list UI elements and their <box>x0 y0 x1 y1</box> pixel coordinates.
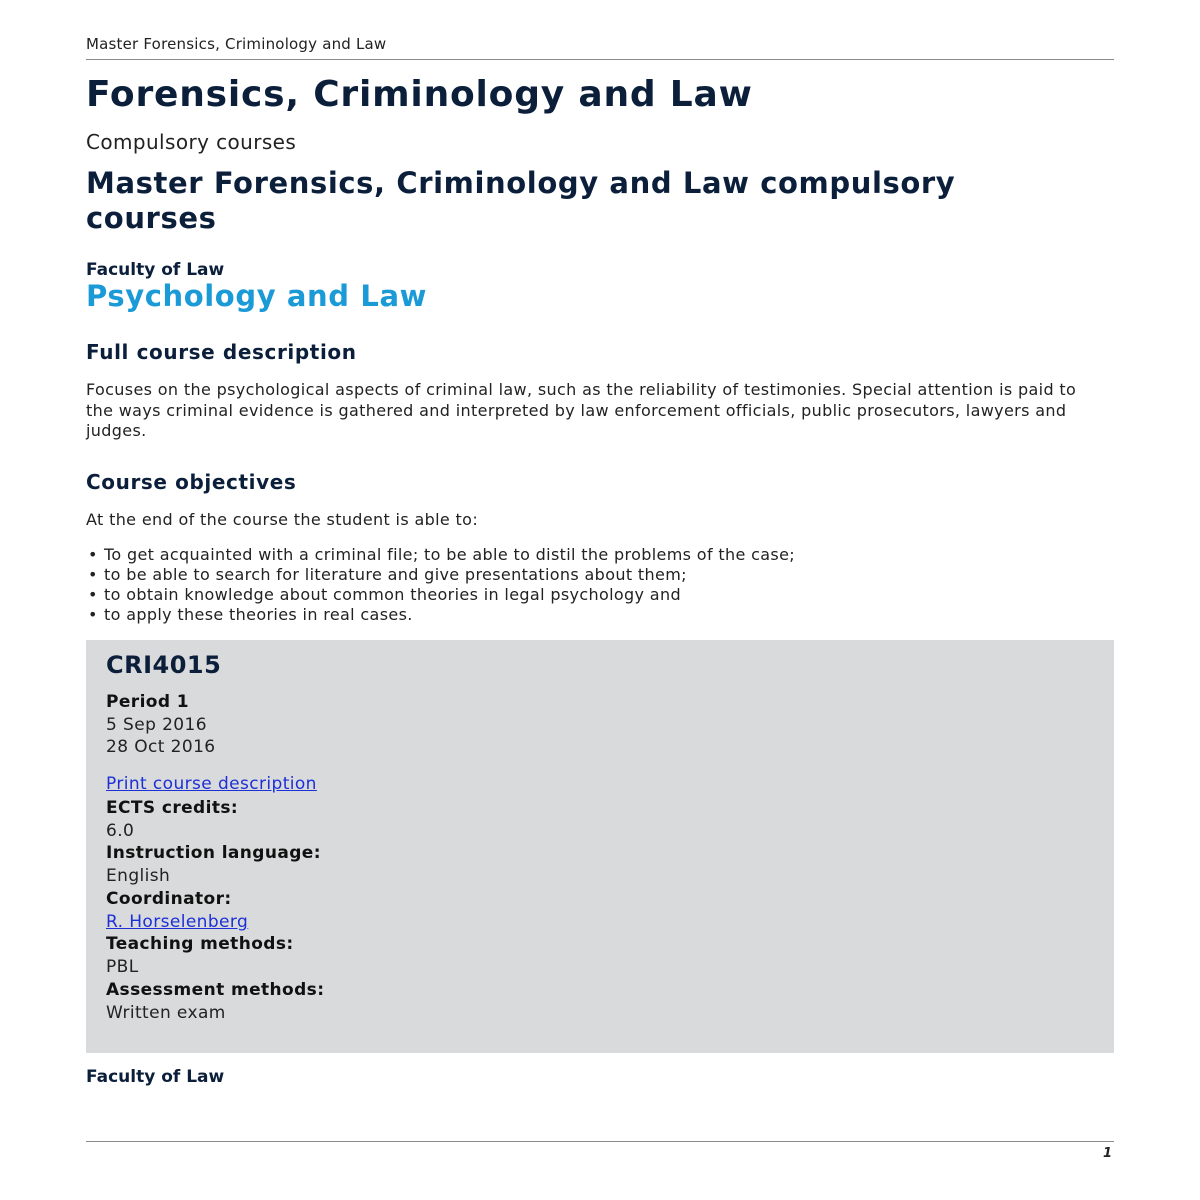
list-item <box>86 605 795 625</box>
teaching-methods-value: PBL <box>106 957 139 977</box>
objectives-list <box>86 545 795 625</box>
assessment-methods-label: Assessment methods: <box>106 980 325 1000</box>
period-start-date: 5 Sep 2016 <box>106 715 207 735</box>
bullet-icon: • <box>88 585 98 604</box>
print-course-description-link[interactable]: Print course description <box>106 774 317 794</box>
running-header: Master Forensics, Criminology and Law <box>86 35 387 53</box>
footer-divider <box>86 1141 1114 1142</box>
bullet-icon: • <box>88 545 98 564</box>
bullet-icon: • <box>88 605 98 624</box>
list-item <box>86 565 795 585</box>
full-description-heading: Full course description <box>86 340 357 364</box>
faculty-label-bottom: Faculty of Law <box>86 1067 225 1087</box>
list-item <box>86 585 795 605</box>
coordinator-link[interactable]: R. Horselenberg <box>106 912 249 932</box>
objective-text: To get acquainted with a criminal file; to be able to distil the problems of the case; <box>104 545 796 564</box>
objectives-heading: Course objectives <box>86 470 297 494</box>
course-code: CRI4015 <box>106 651 222 679</box>
language-label: Instruction language: <box>106 843 321 863</box>
ects-value: 6.0 <box>106 821 135 841</box>
programme-title: Master Forensics, Criminology and Law compulsory courses <box>86 166 956 235</box>
assessment-methods-value: Written exam <box>106 1003 226 1023</box>
objectives-intro: At the end of the course the student is able to: <box>86 510 479 529</box>
objective-text: to obtain knowledge about common theories in legal psychology and <box>104 585 681 604</box>
section-label: Compulsory courses <box>86 130 297 154</box>
teaching-methods-label: Teaching methods: <box>106 934 294 954</box>
full-description-text: Focuses on the psychological aspects of criminal law, such as the reliability of testimonies. Special attention is paid to the ways criminal evidence is gathered and interpreted by law enforcement officials, public prosecutors, lawyers and judges. <box>86 380 1077 440</box>
period-label: Period 1 <box>106 692 189 712</box>
course-title: Psychology and Law <box>86 279 428 313</box>
period-end-date: 28 Oct 2016 <box>106 737 216 757</box>
objective-text: to be able to search for literature and give presentations about them; <box>104 565 687 584</box>
bullet-icon: • <box>88 565 98 584</box>
header-divider <box>86 59 1114 60</box>
coordinator-label: Coordinator: <box>106 889 232 909</box>
document-page <box>86 0 1114 1200</box>
list-item <box>86 545 795 565</box>
faculty-label: Faculty of Law <box>86 260 225 280</box>
ects-label: ECTS credits: <box>106 798 239 818</box>
page-title: Forensics, Criminology and Law <box>86 74 753 115</box>
objective-text: to apply these theories in real cases. <box>104 605 413 624</box>
language-value: English <box>106 866 171 886</box>
page-number: 1 <box>1102 1146 1112 1161</box>
